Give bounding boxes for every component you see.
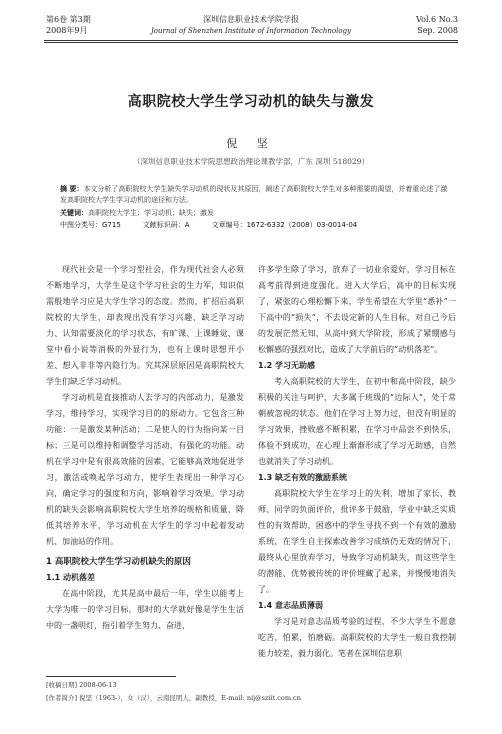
article-number: 文章编号：1672-6332（2008）03-0014-04 xyxy=(211,221,358,229)
author-name: 倪 坚 xyxy=(226,137,276,150)
issue-number: 第6卷 第3期 xyxy=(46,15,91,24)
clc-code: 中图分类号：G715 xyxy=(60,221,121,229)
body-paragraph: 现代社会是一个学习型社会，作为现代社会人必须不断地学习，大学生是这个学习社会的生力军，知识似需般地学习应是大学生学习的态度。然而，扩招后高职院校的大学生，却表现出没有学习兴趣、缺乏学习动力、认知需要淡化的学习状态，有旷课、上课睡觉、课堂中看小说等消极的外显行为，也有上课时思想开小差、想入非非等内隐行为。究其深层原因是高职院校大学生们缺乏学习动机。 xyxy=(46,265,244,386)
header-rule-top xyxy=(44,40,458,41)
article-title: 高职院校大学生学习动机的缺失与激发 xyxy=(127,94,375,110)
section-heading-1: 1 高职院校大学生学习动机缺失的原因 xyxy=(46,557,191,567)
volume-en: Vol.6 No.3 xyxy=(416,15,458,24)
section-heading-1-3: 1.3 缺乏有效的激励系统 xyxy=(258,473,347,482)
header-rule-bottom xyxy=(44,42,458,43)
section-heading-1-4: 1.4 意志品质薄弱 xyxy=(258,601,323,610)
body-paragraph: 学习是对意志品质考验的过程，不少大学生不愿意吃苦，怕累，怕磨砺。高职院校的大学生一般自我控制能力较差，毅力弱化。笔者在深圳信息职 xyxy=(258,617,456,658)
left-column xyxy=(46,262,244,634)
author-bio: [作者简介] 倪坚（1963-），女（汉），云南昆明人，副教授，E-mail: nij@sziit.com.cn xyxy=(46,694,301,702)
body-paragraph: 高职院校大学生在学习上的失利，增加了家长、教师、同学的负面评价，批评多于鼓励，学业中缺乏实质性的有效帮助，困惑中的学生寻找不到一个有效的激励系统，在学生自主探索改善学习成绩仍无效的情况下，最终从心里放弃学习，导致学习动机缺失，而这些学生的潜能、优势被传统的评价埋藏了起来，并慢慢地消失了。 xyxy=(258,489,456,594)
date-en: Sep. 2008 xyxy=(417,26,458,35)
abstract-text: 本文分析了高职院校大学生缺失学习动机的现状及其原因，阐述了高职院校大学生对多种需要的渴望，并着重论述了激发高职院校大学生学习动机的途径和方法。 xyxy=(60,185,448,204)
abstract-label: 摘 要： xyxy=(60,185,84,193)
keywords xyxy=(60,208,450,219)
received-date: [收稿日期] 2008-06-13 xyxy=(46,681,117,689)
issue-date: 2008年9月 xyxy=(46,26,88,35)
abstract xyxy=(60,184,450,206)
right-column xyxy=(258,262,456,662)
footnote-rule xyxy=(46,676,176,677)
body-paragraph: 学习动机是直接推动人去学习的内部动力，是激发学习，维持学习，实现学习目的的原动力。它包含三种功能：一是激发某种活动；二是使人的行为指向某一目标；三是可以维持和调整学习活动，有强化的功能。动机在学习中是有很高效能的因素，它能够高效地促进学习，激活或唤起学习动力，使学生表现出一种学习心向，确定学习的强度和方向，影响着学习效果。学习动机的缺失会影响高职院校大学生培养的规格和质量，降低其培养水平，学习动机在大学生的学习中起着发动机、加油站的作用。 xyxy=(46,393,244,546)
body-paragraph: 考入高职院校的大学生，在初中和高中阶段，缺少积极的关注与呵护，大多属于班级的“边际人”，处于常朝被忽视的状态。他们在学习上努力过，但没有明显的学习效果，挫败感不断积累，在学习中品尝不到快乐，体验不到成功，在心理上渐渐形成了学习无助感，自然也就消失了学习动机。 xyxy=(258,377,456,466)
section-heading-1-1: 1.1 动机落差 xyxy=(46,573,95,582)
journal-name-en: Journal of Shenzhen Institute of Information Technology xyxy=(150,27,352,35)
keywords-label: 关键词： xyxy=(60,209,88,217)
keywords-text: 高职院校大学生；学习动机；缺失；激发 xyxy=(88,209,214,217)
document-code: 文献标识码：A xyxy=(142,221,190,229)
body-paragraph: 在高中阶段，尤其是高中最后一年，学生以能考上大学为唯一的学习目标，那时的大学就好像是学生生活中的一盏明灯，指引着学生努力、奋进， xyxy=(46,589,244,630)
classification-codes xyxy=(60,220,450,231)
body-paragraph: 许多学生除了学习，放弃了一切业余爱好，学习目标在高考前得到进度强化。进入大学后，高中的目标实现了，紧张的心理松懈下来，学生希望在大学里“悉补”一下高中的“损失”，不去设定新的人生目标，对自己今后的发展茫然无知，从高中到大学阶段，形成了紧绷感与松懈感的强烈对比，造成了大学前后的“动机落差”。 xyxy=(258,265,456,354)
author-affiliation: （深圳信息职业技术学院思想政治理论课教学部，广东 深圳 518029） xyxy=(133,157,369,166)
section-heading-1-2: 1.2 学习无助感 xyxy=(258,361,315,370)
journal-name-cn: 深圳信息职业技术学院学报 xyxy=(203,15,299,24)
